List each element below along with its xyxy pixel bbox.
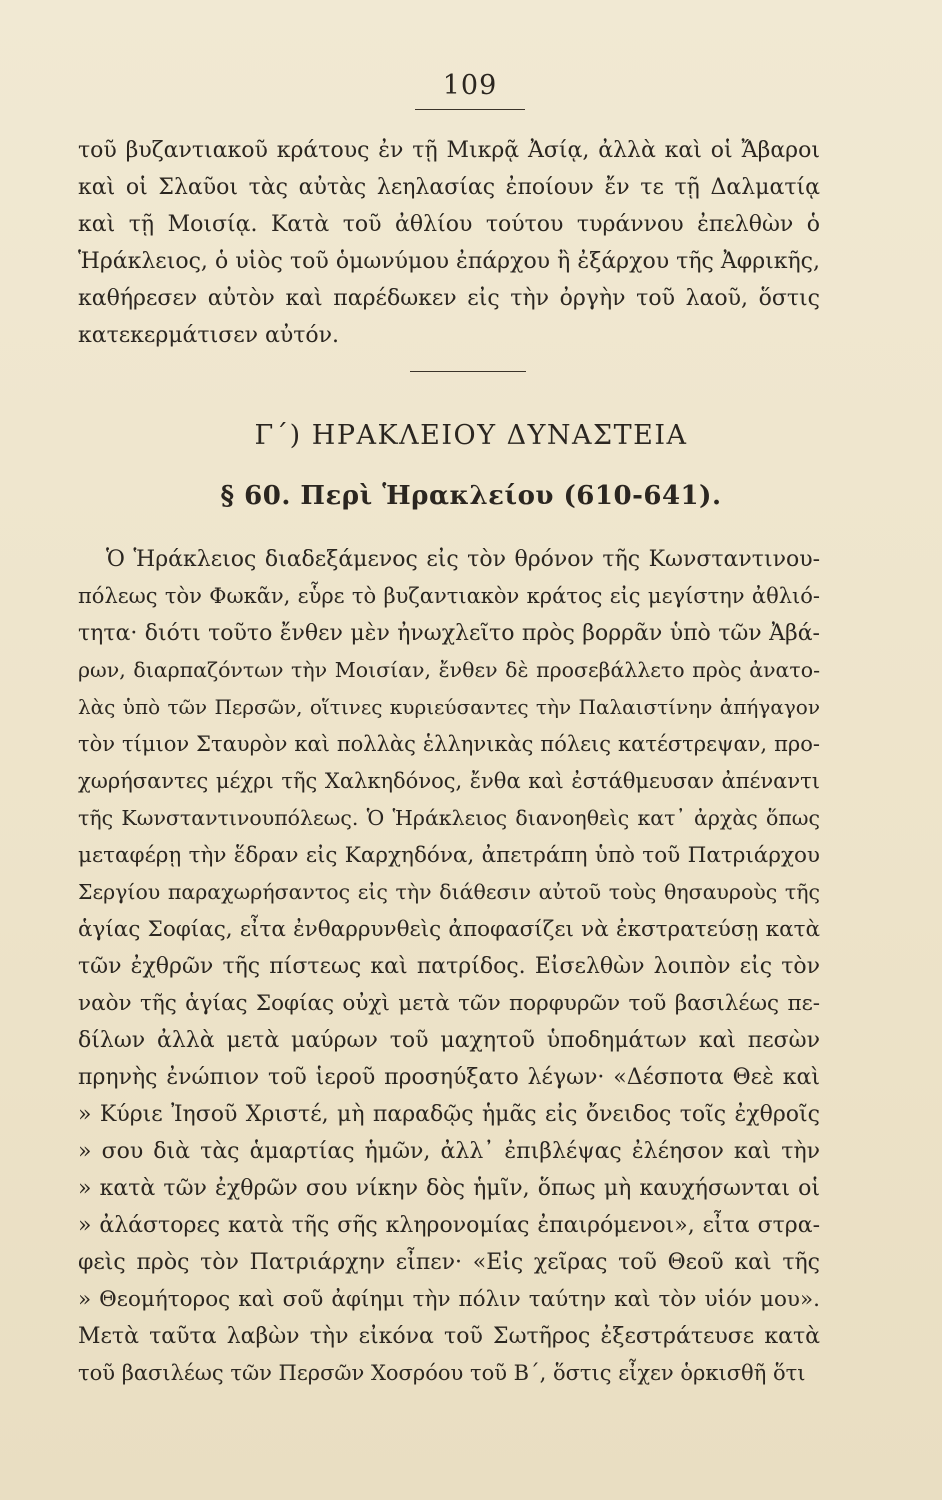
text-line: τῆς Κωνσταντινουπόλεως. Ὁ Ἡράκλειος διανοηθεὶς κατ᾽ ἀρχὰς ὅπως (78, 806, 820, 830)
text-line: τὸν τίμιον Σταυρὸν καὶ πολλὰς ἑλληνικὰς πόλεις κατέστρεψαν, προ- (78, 732, 820, 756)
page-number: 109 (442, 70, 498, 101)
text-line: ναὸν τῆς ἁγίας Σοφίας οὐχὶ μετὰ τῶν πορφυρῶν τοῦ βασιλέως πε- (78, 991, 820, 1016)
text-line: » ἀλάστορες κατὰ τῆς σῆς κληρονομίας ἐπαιρόμενοι», εἶτα στρα- (78, 1213, 820, 1238)
text-line: ρων, διαρπαζόντων τὴν Μοισίαν, ἔνθεν δὲ προσεβάλλετο πρὸς ἀνατο- (78, 658, 820, 682)
text-line: τοῦ βασιλέως τῶν Περσῶν Χοσρόου τοῦ Β΄, ὅστις εἶχεν ὁρκισθῆ ὅτι (78, 1361, 806, 1385)
section-title: Γ΄) ΗΡΑΚΛΕΙΟΥ ΔΥΝΑΣΤΕΙΑ (254, 420, 688, 451)
text-line: λὰς ὑπὸ τῶν Περσῶν, οἵτινες κυριεύσαντες τὴν Παλαιστίνην ἀπήγαγον (78, 695, 820, 719)
subsection-title: § 60. Περὶ Ἡρακλείου (610-641). (220, 481, 722, 511)
text-line: πόλεως τὸν Φωκᾶν, εὗρε τὸ βυζαντιακὸν κράτος εἰς μεγίστην ἀθλιό- (78, 584, 820, 608)
paragraph-2 (78, 541, 820, 1392)
text-line: τοῦ βυζαντιακοῦ κράτους ἐν τῇ Μικρᾷ Ἀσίᾳ, ἀλλὰ καὶ οἱ Ἄβαροι (78, 138, 820, 163)
text-line: φεὶς πρὸς τὸν Πατριάρχην εἶπεν· «Εἰς χεῖρας τοῦ Θεοῦ καὶ τῆς (78, 1250, 820, 1275)
text-line: τῶν ἐχθρῶν τῆς πίστεως καὶ πατρίδος. Εἰσελθὼν λοιπὸν εἰς τὸν (78, 954, 820, 979)
text-line: » κατὰ τῶν ἐχθρῶν σου νίκην δὸς ἡμῖν, ὅπως μὴ καυχήσωνται οἱ (78, 1176, 820, 1201)
text-line: » Κύριε Ἰησοῦ Χριστέ, μὴ παραδῷς ἡμᾶς εἰς ὄνειδος τοῖς ἐχθροῖς (78, 1102, 820, 1127)
page-number-rule (415, 109, 525, 110)
text-line: Ὁ Ἡράκλειος διαδεξάμενος εἰς τὸν θρόνον τῆς Κωνσταντινου- (106, 547, 820, 572)
text-line: καὶ οἱ Σλαῦοι τὰς αὐτὰς λεηλασίας ἐποίουν ἔν τε τῇ Δαλματίᾳ (78, 175, 820, 200)
text-line: ἁγίας Σοφίας, εἶτα ἐνθαρρυνθεὶς ἀποφασίζει νὰ ἐκστρατεύσῃ κατὰ (78, 917, 820, 942)
text-line: Μετὰ ταῦτα λαβὼν τὴν εἰκόνα τοῦ Σωτῆρος ἐξεστράτευσε κατὰ (78, 1324, 820, 1349)
text-line: Σεργίου παραχωρήσαντος εἰς τὴν διάθεσιν αὐτοῦ τοὺς θησαυροὺς τῆς (78, 880, 820, 904)
text-line: καὶ τῇ Μοισίᾳ. Κατὰ τοῦ ἀθλίου τούτου τυράννου ἐπελθὼν ὁ (78, 212, 820, 237)
text-line: τητα· διότι τοῦτο ἔνθεν μὲν ἠνωχλεῖτο πρὸς βορρᾶν ὑπὸ τῶν Ἀβά- (78, 621, 820, 646)
text-line: κατεκερμάτισεν αὐτόν. (78, 323, 340, 348)
text-line: πρηνὴς ἐνώπιον τοῦ ἱεροῦ προσηύξατο λέγων· «Δέσποτα Θεὲ καὶ (78, 1065, 820, 1090)
text-line: » Θεομήτορος καὶ σοῦ ἀφίημι τὴν πόλιν ταύτην καὶ τὸν υἱόν μου». (78, 1287, 820, 1312)
text-line: χωρήσαντες μέχρι τῆς Χαλκηδόνος, ἔνθα καὶ ἐστάθμευσαν ἀπέναντι (78, 769, 820, 793)
paragraph-1 (78, 132, 820, 354)
text-line: δίλων ἀλλὰ μετὰ μαύρων τοῦ μαχητοῦ ὑποδημάτων καὶ πεσὼν (78, 1028, 820, 1053)
text-line: Ἡράκλειος, ὁ υἱὸς τοῦ ὁμωνύμου ἐπάρχου ἢ ἐξάρχου τῆς Ἀφρικῆς, (78, 249, 820, 274)
text-line: » σου διὰ τὰς ἁμαρτίας ἡμῶν, ἀλλ᾽ ἐπιβλέψας ἐλέησον καὶ τὴν (78, 1139, 820, 1164)
section-divider (410, 371, 526, 372)
text-line: μεταφέρῃ τὴν ἕδραν εἰς Καρχηδόνα, ἀπετράπη ὑπὸ τοῦ Πατριάρχου (78, 843, 820, 868)
text-line: καθήρεσεν αὐτὸν καὶ παρέδωκεν εἰς τὴν ὀργὴν τοῦ λαοῦ, ὅστις (78, 286, 820, 311)
